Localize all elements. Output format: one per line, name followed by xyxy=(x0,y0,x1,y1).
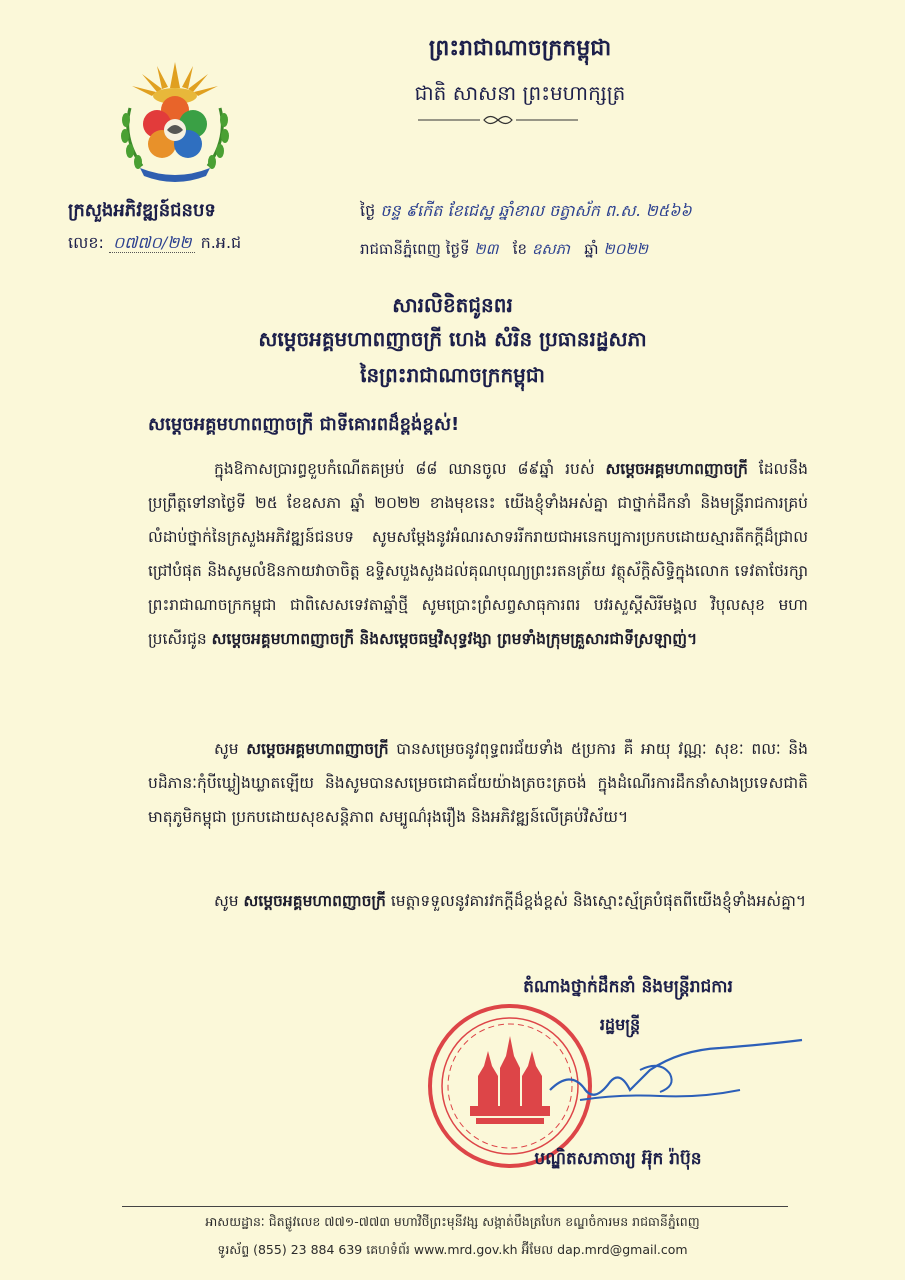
p2-bold: សម្ដេចអគ្គមហាពញាចក្រី xyxy=(246,740,389,758)
recipient-institution: នៃព្រះរាជាណាចក្រកម្ពុជា xyxy=(360,363,545,387)
solar-year-label: ឆ្នាំ xyxy=(584,240,599,258)
signer-name: បណ្ឌិតសភាចារ្យ អ៊ុក រ៉ាប៊ុន xyxy=(534,1149,702,1169)
solar-year: ២០២២ xyxy=(603,240,649,258)
p3-text-2: មេត្តាទទួលនូវគារវកក្ដីដ៏ខ្ពង់ខ្ពស់ និងស្មោះស្ម័គ្របំផុតពីយើងខ្ញុំទាំងអស់គ្នា។ xyxy=(385,892,807,910)
ref-number: ០៧៧០/២២ xyxy=(109,233,196,253)
salutation: សម្ដេចអគ្គមហាពញាចក្រី ជាទីគោរពដ៏ខ្ពង់ខ្ពស់! xyxy=(148,414,460,435)
p2-text: សូម xyxy=(214,740,247,758)
body-paragraph-3 xyxy=(148,884,808,918)
lunar-date xyxy=(360,200,692,224)
lunar-label: ថ្ងៃ xyxy=(360,201,376,220)
minister-title: រដ្ឋមន្ត្រី xyxy=(599,1015,641,1034)
p3-bold: សម្ដេចអគ្គមហាពញាចក្រី xyxy=(243,892,386,910)
footer-contact: ទូរស័ព្ទ (855) 23 884 639 គេហទំព័រ www.mrd.gov.kh អ៊ីមែល dap.mrd@gmail.com xyxy=(217,1242,688,1257)
footer-address: អាសយដ្ឋានៈ ជិតផ្លូវលេខ ៧៧១-៧៧៣ មហាវិថីព្រះមុនីវង្ស សង្កាត់បឹងត្របែក ខណ្ឌចំការមន រាជធានីភ្នំពេញ xyxy=(205,1214,700,1229)
kingdom-heading: ព្រះរាជាណាចក្រកម្ពុជា xyxy=(428,36,612,61)
solar-prefix: រាជធានីភ្នំពេញ ថ្ងៃទី xyxy=(360,240,470,258)
p1-text-2: ដែលនឹងប្រព្រឹត្តទៅនាថ្ងៃទី ២៥ ខែឧសភា ឆ្នាំ ២០២២ ខាងមុខនេះ យើងខ្ញុំទាំងអស់គ្នា ជាថ្នាក់ដឹកនាំ និងមន្ត្រីរាជការគ្រប់លំដាប់ថ្នាក់នៃក្រសួងអភិវឌ្ឍន៍ជនបទ សូមសម្ដែងនូវអំណរសាទររីករាយជាអនេកប្បការប្រកបដោយស្មារតីកក្ដីដ៏ជ្រាលជ្រៅបំផុត និងសូមលំឱនកាយវាចាចិត្ត ឧទ្ទិសបួងសួងដល់គុណបុណ្យព្រះរតនត្រ័យ វត្ថុស័ក្ដិសិទ្ធិក្នុងលោក ទេវតាថែរក្សាព្រះរាជាណាចក្រកម្ពុជា ជាពិសេសទេវតាឆ្នាំថ្មី សូមប្រោះព្រំសព្វសាធុការពរ បវរសួស្ដីសិរីមង្គល វិបុលសុខ មហាប្រសើរជូន xyxy=(148,460,808,648)
reference-number xyxy=(68,232,241,256)
p1-text: ក្នុងឱកាសប្រារព្ធខួបកំណើតគម្រប់ ៨៨ ឈានចូល ៨៩ឆ្នាំ របស់ xyxy=(214,460,606,478)
on-behalf-line: តំណាងថ្នាក់ដឹកនាំ និងមន្ត្រីរាជការ xyxy=(523,977,733,997)
solar-day: ២៣ xyxy=(474,240,499,258)
ministry-name: ក្រសួងអភិវឌ្ឍន៍ជនបទ xyxy=(68,200,216,221)
solar-date xyxy=(360,240,648,262)
lunar-date-value: ចន្ទ ៩កើត ខែជេស្ឋ ឆ្នាំខាល ចត្វាស័ក ព.ស. ២៥៦៦ xyxy=(380,201,692,220)
solar-month-label: ខែ xyxy=(512,240,528,258)
letter-title: សារលិខិតជូនពរ xyxy=(392,293,513,317)
body-paragraph-1 xyxy=(148,452,808,656)
recipient-title: សម្ដេចអគ្គមហាពញាចក្រី ហេង សំរិន ប្រធានរដ្ឋសភា xyxy=(258,327,647,351)
solar-month: ឧសភា xyxy=(531,240,570,258)
p2-text-2: បានសម្រេចនូវពុទ្ធពរជ័យទាំង ៥ប្រការ គឺ អាយុ វណ្ណៈ សុខៈ ពលៈ និងបដិភានៈកុំបីឃ្លៀងឃ្លាតឡើយ និងសូមបានសម្រេចជោគជ័យយ៉ាងត្រចះត្រចង់ ក្នុងដំណើរការដឹកនាំសាងប្រទេសជាតិមាតុភូមិកម្ពុជា ប្រកបដោយសុខសន្តិភាព សម្បូណ៌រុងរឿង និងអភិវឌ្ឍន៍លើគ្រប់វិស័យ។ xyxy=(148,740,808,826)
national-motto: ជាតិ សាសនា ព្រះមហាក្សត្រ xyxy=(414,81,626,105)
p1-bold-2: សម្ដេចអគ្គមហាពញាចក្រី និងសម្ដេចធម្មវិសុទ្ធវង្សា ព្រមទាំងក្រុមគ្រួសារជាទីស្រឡាញ់។ xyxy=(211,630,698,648)
ornament-divider-icon xyxy=(418,113,578,127)
ref-label: លេខ: xyxy=(68,233,104,252)
ref-suffix: ក.អ.ជ xyxy=(200,233,242,252)
handwritten-signature-icon xyxy=(540,1030,810,1130)
p1-bold: សម្ដេចអគ្គមហាពញាចក្រី xyxy=(605,460,748,478)
ministry-logo-icon xyxy=(112,58,238,186)
body-paragraph-2 xyxy=(148,732,808,834)
p3-text: សូម xyxy=(214,892,244,910)
footer-divider xyxy=(122,1206,788,1207)
